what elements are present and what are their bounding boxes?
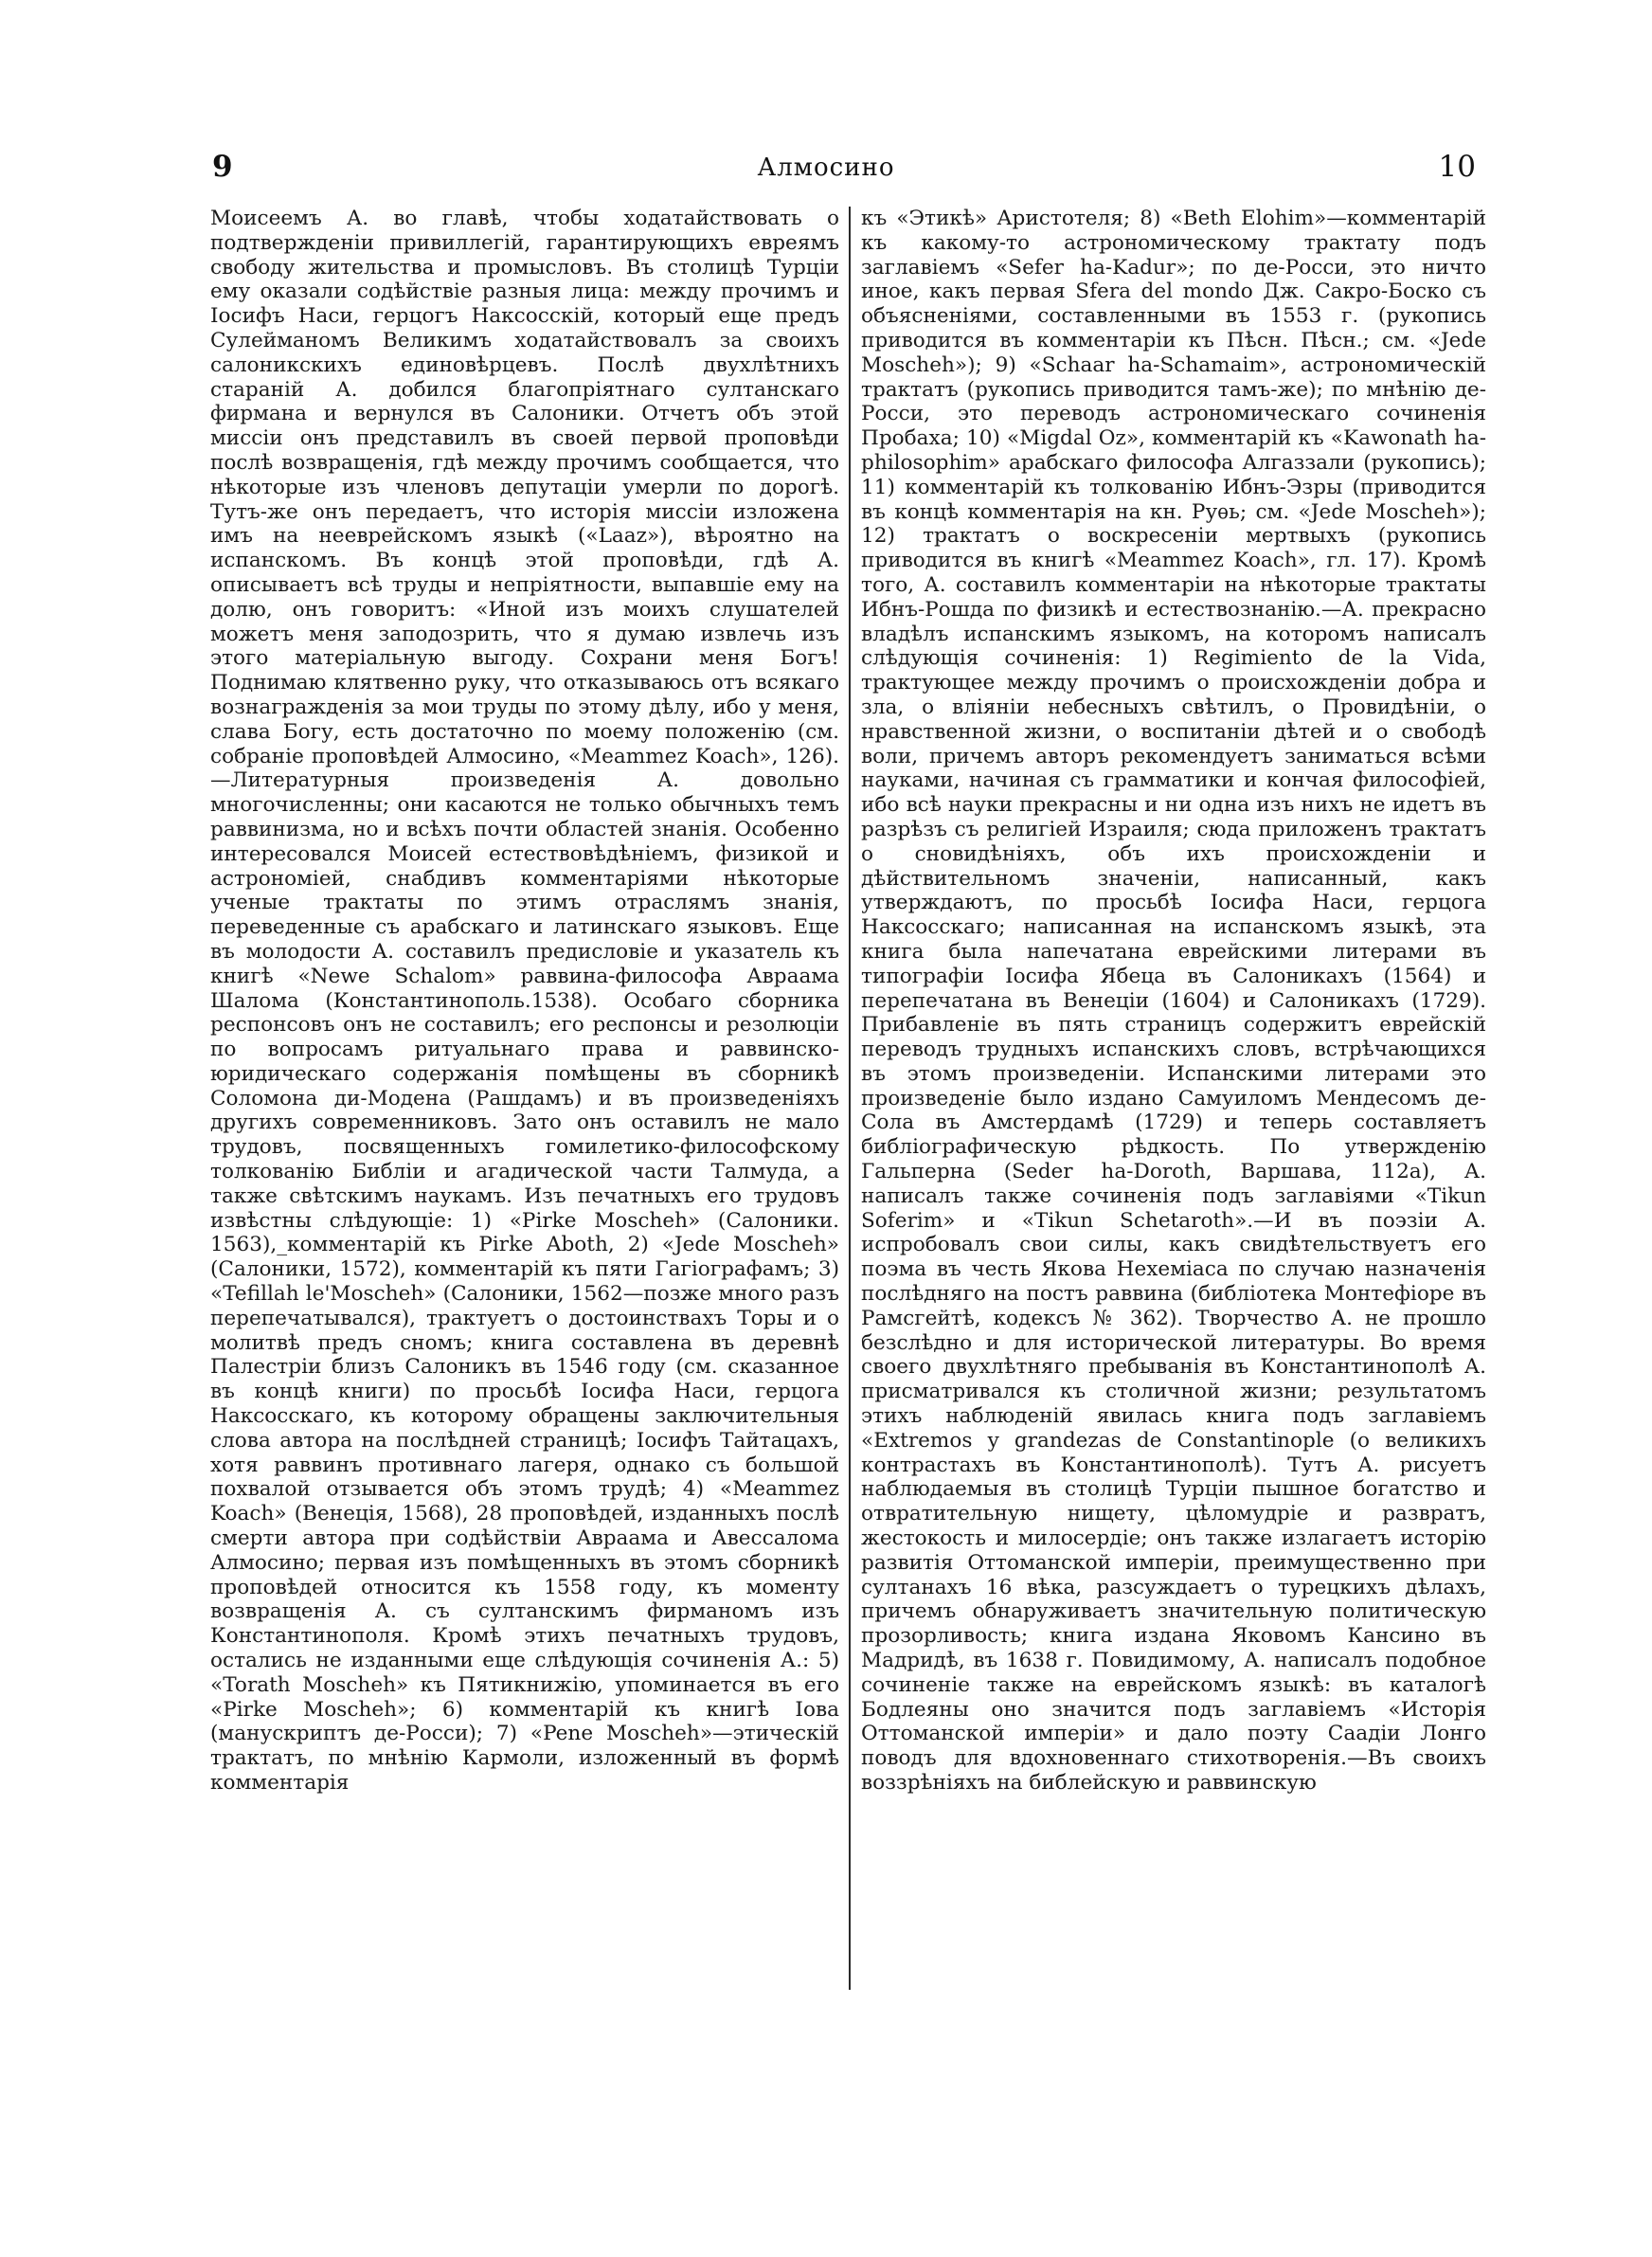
running-head-title: Алмосино	[757, 153, 895, 182]
page-number-right: 10	[1438, 150, 1476, 184]
left-column-text: Моисеемъ А. во главѣ, чтобы ходатайствовать о подтвержденіи привиллегій, гарантирующихъ евреямъ свободу жительства и промысловъ. Въ столицѣ Турціи ему оказали содѣйствіе разныя лица: между прочимъ и Іосифъ Наси, герцогъ Наксосскій, который еще предъ Сулейманомъ Великимъ ходатайствовалъ за своихъ салоникскихъ единовѣрцевъ. Послѣ двухлѣтнихъ стараній А. добился благопріятнаго султанскаго фирмана и вернулся въ Салоники. Отчетъ объ этой миссіи онъ представилъ въ своей первой проповѣди послѣ возвращенія, гдѣ между прочимъ сообщается, что нѣкоторые изъ членовъ депутаціи умерли по дорогѣ. Тутъ-же онъ передаетъ, что исторія миссіи изложена имъ на нееврейскомъ языкѣ («Laaz»), вѣроятно на испанскомъ. Въ концѣ этой проповѣди, гдѣ А. описываетъ всѣ труды и непріятности, выпавшіе ему на долю, онъ говоритъ: «Иной изъ моихъ слушателей можетъ меня заподозрить, что я думаю извлечь изъ этого матеріальную выгоду. Сохрани меня Богъ! Поднимаю клятвенно руку, что отказываюсь отъ всякаго вознагражденія за мои труды по этому дѣлу, ибо у меня, слава Богу, есть достаточно по моему положенію (см. собраніе проповѣдей Алмосино, «Meammez Koach», 126).—Литературныя произведенія А. довольно многочисленны; они касаются не только обычныхъ темъ раввинизма, но и всѣхъ почти областей знанія. Особенно интересовался Моисей естествовѣдѣніемъ, физикой и астрономіей, снабдивъ комментаріями нѣкоторые ученые трактаты по этимъ отраслямъ знанія, переведенные съ арабскаго и латинскаго языковъ. Еще въ молодости А. составилъ предисловіе и указатель къ книгѣ «Newe Schalom» раввина-философа Авраама Шалома (Константинополь.1538). Особаго сборника респонсовъ онъ не составилъ; его респонсы и резолюціи по вопросамъ ритуальнаго права и раввинско-юридическаго содержанія помѣщены въ сборникѣ Соломона ди-Модена (Рашдамъ) и въ произведеніяхъ другихъ современниковъ. Зато онъ оставилъ не мало трудовъ, посвященныхъ гомилетико-философскому толкованію Библіи и агадической части Талмуда, а также свѣтскимъ наукамъ. Изъ печатныхъ его трудовъ извѣстны слѣдующіе: 1) «Pirke Moscheh» (Салоники. 1563),_комментарій къ Pirke Aboth, 2) «Jede Moscheh» (Салоники, 1572), комментарій къ пяти Гагіографамъ; 3) «Tefillah le'Moscheh» (Салоники, 1562—позже много разъ перепечатывался), трактуетъ о достоинствахъ Торы и о молитвѣ предъ сномъ; книга составлена въ деревнѣ Палестріи близъ Салоникъ въ 1546 году (см. сказанное въ концѣ книги) по просьбѣ Іосифа Наси, герцога Наксосскаго, къ которому обращены заключительныя слова автора на послѣдней страницѣ; Іосифъ Тайтацахъ, хотя раввинъ противнаго лагеря, однако съ большой похвалой отзывается объ этомъ трудѣ; 4) «Meammez Koach» (Венеція, 1568), 28 проповѣдей, изданныхъ послѣ смерти автора при содѣйствіи Авраама и Авессалома Алмосино; первая изъ помѣщенныхъ въ этомъ сборникѣ проповѣдей относится къ 1558 году, къ моменту возвращенія А. съ султанскимъ фирманомъ изъ Константинополя. Кромѣ этихъ печатныхъ трудовъ, остались не изданными еще слѣдующія сочиненія А.: 5) «Torath Moscheh» къ Пятикнижію, упоминается въ его «Pirke Moscheh»; 6) комментарій къ книгѣ Іова (манускриптъ де-Росси); 7) «Pene Moscheh»—этическій трактатъ, по мнѣнію Кармоли, изложенный въ формѣ комментарія	[210, 207, 839, 1795]
column-divider	[849, 207, 851, 1990]
right-column	[861, 207, 1486, 1796]
left-column	[210, 207, 839, 1796]
page-number-left: 9	[212, 150, 233, 184]
right-column-text: къ «Этикѣ» Аристотеля; 8) «Beth Elohim»—комментарій къ какому-то астрономическому трактату подъ заглавіемъ «Sefer ha-Kadur»; по де-Росси, это ничто иное, какъ первая Sfera del mondo Дж. Сакро-Боско съ объясненіями, составленными въ 1553 г. (рукопись приводится въ комментаріи къ Пѣсн. Пѣсн.; см. «Jede Moscheh»); 9) «Schaar ha-Schamaim», астрономическій трактатъ (рукопись приводится тамъ-же); по мнѣнію де-Росси, это переводъ астрономическаго сочиненія Пробаха; 10) «Migdal Oz», комментарій къ «Kawonath ha-philosophim» арабскаго философа Алгаззали (рукопись); 11) комментарій къ толкованію Ибнъ-Эзры (приводится въ концѣ комментарія на кн. Руѳь; см. «Jede Moscheh»); 12) трактатъ о воскресеніи мертвыхъ (рукопись приводится въ книгѣ «Meammez Koach», гл. 17). Кромѣ того, А. составилъ комментаріи на нѣкоторые трактаты Ибнъ-Рошда по физикѣ и естествознанію.—А. прекрасно владѣлъ испанскимъ языкомъ, на которомъ написалъ слѣдующія сочиненія: 1) Regimiento de la Vida, трактующее между прочимъ о происхожденіи добра и зла, о вліяніи небесныхъ свѣтилъ, о Провидѣніи, о нравственной жизни, о воспитаніи дѣтей и о свободѣ воли, причемъ авторъ рекомендуетъ заниматься всѣми науками, начиная съ грамматики и кончая философіей, ибо всѣ науки прекрасны и ни одна изъ нихъ не идетъ въ разрѣзъ съ религіей Израиля; сюда приложенъ трактатъ о сновидѣніяхъ, объ ихъ происхожденіи и дѣйствительномъ значеніи, написанный, какъ утверждаютъ, по просьбѣ Іосифа Наси, герцога Наксосскаго; написанная на испанскомъ языкѣ, эта книга была напечатана еврейскими литерами въ типографіи Іосифа Ябеца въ Салоникахъ (1564) и перепечатана въ Венеціи (1604) и Салоникахъ (1729). Прибавленіе въ пять страницъ содержитъ еврейскій переводъ трудныхъ испанскихъ словъ, встрѣчающихся въ этомъ произведеніи. Испанскими литерами это произведеніе было издано Самуиломъ Мендесомъ де-Сола въ Амстердамѣ (1729) и теперь составляетъ библіографическую рѣдкость. По утвержденію Гальперна (Seder ha-Doroth, Варшава, 112а), А. написалъ также сочиненія подъ заглавіями «Tikun Soferim» и «Tikun Schetaroth».—И въ поэзіи А. испробовалъ свои силы, какъ свидѣтельствуетъ его поэма въ честь Якова Нехеміаса по случаю назначенія послѣдняго на постъ раввина (библіотека Монтефіоре въ Рамсгейтѣ, кодексъ № 362). Творчество А. не прошло безслѣдно и для исторической литературы. Во время своего двухлѣтняго пребыванія въ Константинополѣ А. присматривался къ столичной жизни; результатомъ этихъ наблюденій явилась книга подъ заглавіемъ «Extremos y grandezas de Constantinople (о великихъ контрастахъ въ Константинополѣ). Тутъ А. рисуетъ наблюдаемыя въ столицѣ Турціи пышное богатство и отвратительную нищету, цѣломудріе и развратъ, жестокость и милосердіе; онъ также излагаетъ исторію развитія Оттоманской имперіи, преимущественно при султанахъ 16 вѣка, разсуждаетъ о турецкихъ дѣлахъ, причемъ обнаруживаетъ значительную политическую прозорливость; книга издана Яковомъ Кансино въ Мадридѣ, въ 1638 г. Повидимому, А. написалъ подобное сочиненіе также на еврейскомъ языкѣ: въ каталогѣ Бодлеяны оно значится подъ заглавіемъ «Исторія Оттоманской имперіи» и дало поэту Саадіи Лонго поводъ для вдохновеннаго стихотворенія.—Въ своихъ воззрѣніяхъ на библейскую и раввинскую	[861, 207, 1486, 1795]
